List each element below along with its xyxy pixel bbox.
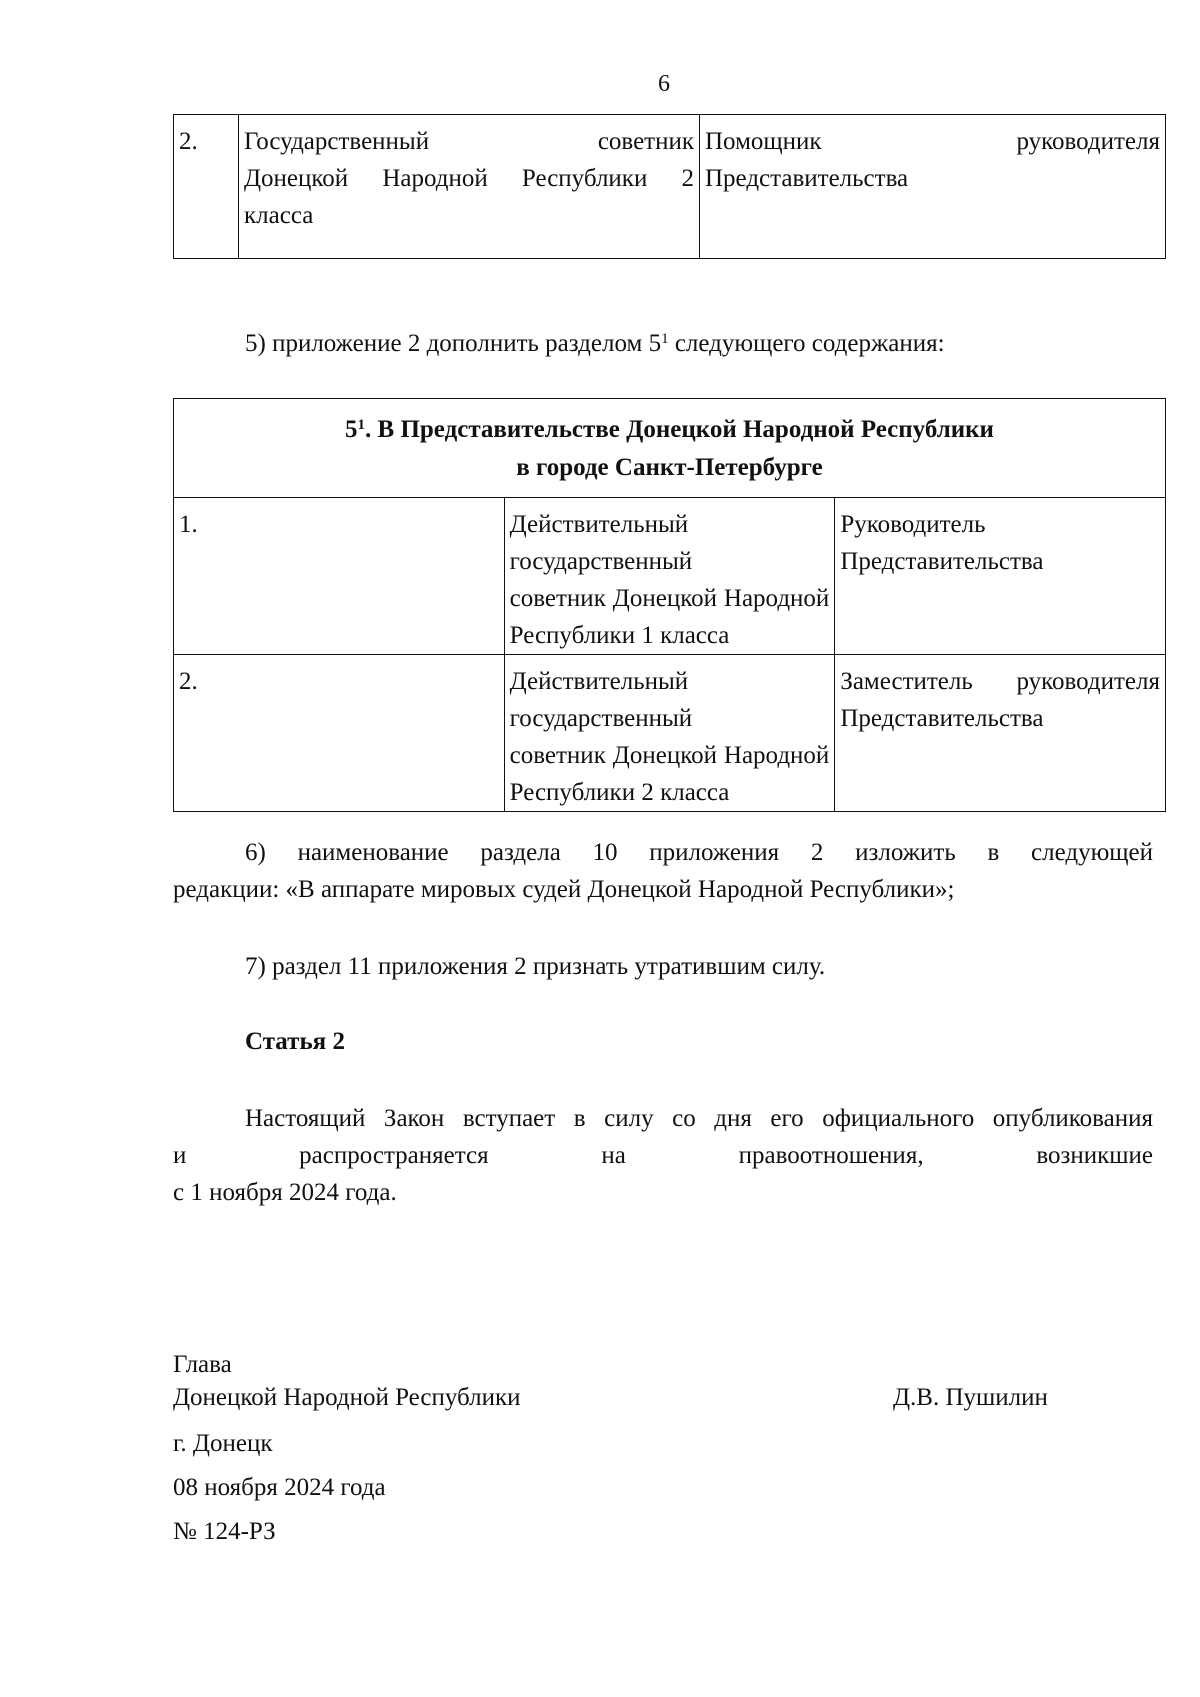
item-5-text-end: следующего содержания:	[668, 330, 945, 357]
position-line: Республики 2 класса	[509, 779, 730, 806]
article-2-line1: Настоящий Закон вступает в силу со дня его официального опубликования	[245, 1105, 1153, 1132]
article-2-title: Статья 2	[245, 1028, 345, 1055]
section-heading	[174, 399, 1166, 498]
article-2-line3: с 1 ноября 2024 года.	[173, 1179, 397, 1206]
position-cell	[504, 498, 835, 655]
role-cell	[835, 655, 1166, 812]
row-number: 1.	[174, 498, 505, 655]
superscript: 1	[661, 331, 669, 347]
position-line: Республики 1 класса	[509, 622, 730, 649]
position-line: советник Донецкой Народной	[509, 585, 830, 612]
table-row	[174, 498, 1166, 655]
role-line: Помощник руководителя	[705, 128, 1160, 155]
role-line: Представительства	[840, 705, 1044, 732]
section-heading-line1: $5^1$. В Представительстве Донецкой Народной Республики	[345, 416, 994, 443]
position-line: Государственный советник	[244, 128, 694, 155]
law-number: № 124-РЗ	[173, 1518, 276, 1545]
role-cell	[700, 115, 1166, 259]
section-table	[173, 398, 1166, 812]
table-row	[174, 115, 1166, 259]
role-line: Представительства	[705, 165, 909, 192]
item-6-line1: 6) наименование раздела 10 приложения 2 изложить в следующей	[245, 839, 1153, 866]
position-cell	[504, 655, 835, 812]
article-2-line2: и распространяется на правоотношения, возникшие	[173, 1142, 1153, 1169]
role-line: Заместитель руководителя	[840, 668, 1160, 695]
article-2-text	[173, 1100, 1153, 1211]
section-heading-row	[174, 399, 1166, 498]
signature-title-line2: Донецкой Народной Республики	[173, 1384, 521, 1411]
position-line: Донецкой Народной Республики 2	[244, 165, 694, 192]
positions-table-continued	[173, 114, 1166, 259]
signatory-name: Д.В. Пушилин	[893, 1384, 1048, 1411]
position-line: Действительный государственный	[509, 668, 693, 732]
signature-city: г. Донецк	[173, 1430, 273, 1457]
position-line: класса	[244, 202, 314, 229]
item-6-line2: редакции: «В аппарате мировых судей Донецкой Народной Республики»;	[173, 876, 955, 903]
role-cell	[835, 498, 1166, 655]
item-7-paragraph: 7) раздел 11 приложения 2 признать утратившим силу.	[245, 953, 826, 980]
signature-title-line1: Глава	[173, 1351, 232, 1378]
item-5-text: 5) приложение 2 дополнить разделом 5	[245, 330, 662, 357]
row-number: 2.	[174, 655, 505, 812]
row-number: 2.	[174, 115, 239, 259]
page-number: 6	[658, 71, 670, 97]
position-line: Действительный государственный	[509, 511, 693, 575]
table-row	[174, 655, 1166, 812]
position-line: советник Донецкой Народной	[509, 742, 830, 769]
section-heading-line2: в городе Санкт-Петербурге	[516, 454, 823, 481]
position-cell	[239, 115, 700, 259]
role-line: Руководитель Представительства	[840, 511, 1044, 575]
signature-date: 08 ноября 2024 года	[173, 1474, 386, 1501]
item-5-paragraph	[173, 325, 1153, 362]
item-6-paragraph	[173, 834, 1153, 908]
